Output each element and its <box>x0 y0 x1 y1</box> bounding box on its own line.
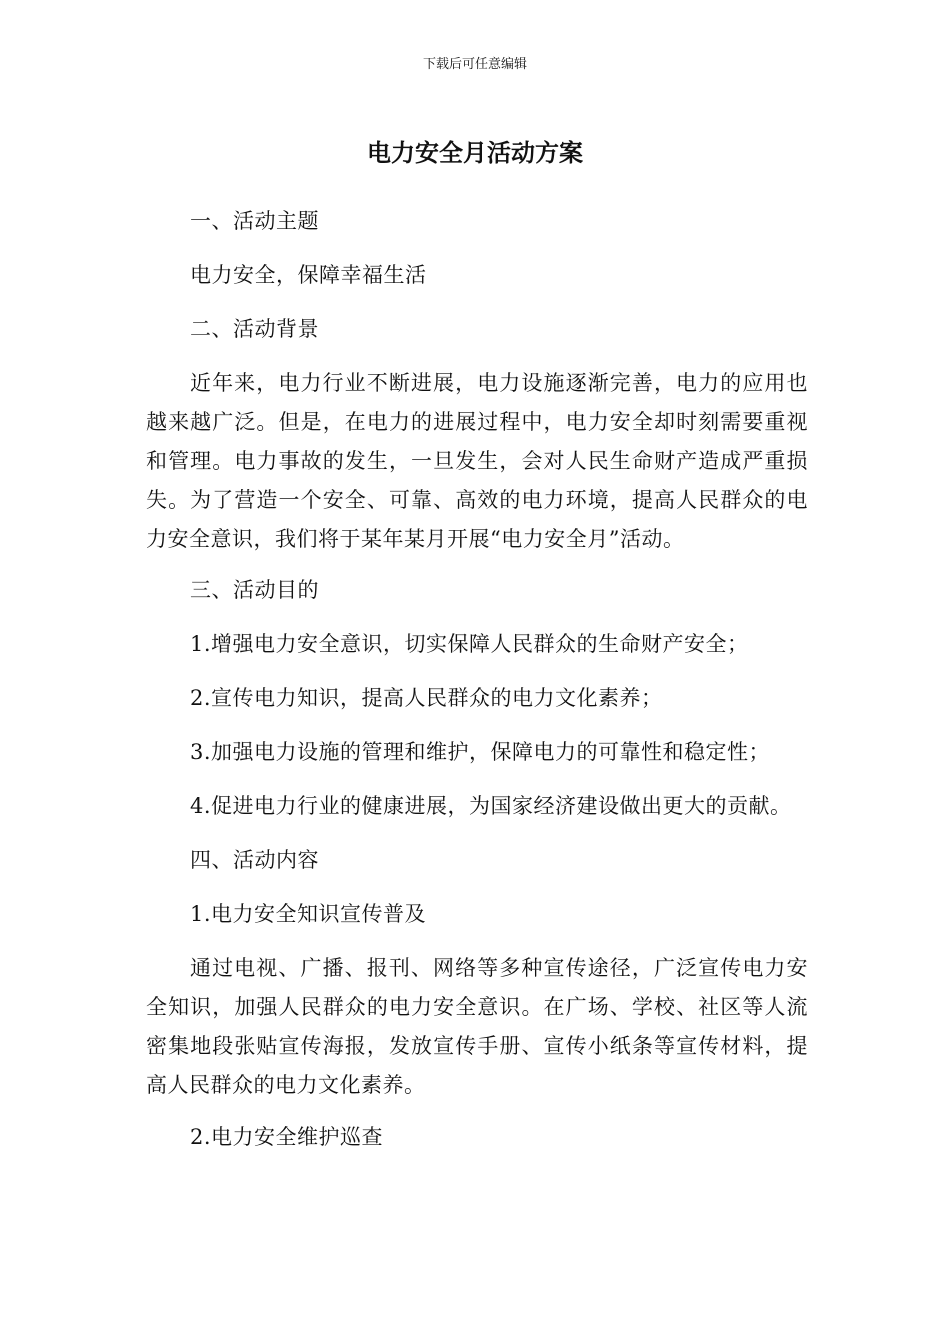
section4-sub1-paragraph: 通过电视、广播、报刊、网络等多种宣传途径，广泛宣传电力安全知识，加强人民群众的电力安全意识。在广场、学校、社区等人流密集地段张贴宣传海报，发放宣传手册、宣传小纸条等宣传材料，提高人民群众的电力文化素养。 <box>146 956 808 1097</box>
section4-sub2-heading: 2.电力安全维护巡查 <box>190 1125 384 1149</box>
section3-item-1: 1.增强电力安全意识，切实保障人民群众的生命财产安全； <box>190 632 749 656</box>
section4-sub1-heading: 1.电力安全知识宣传普及 <box>190 902 427 926</box>
section1-text: 电力安全，保障幸福生活 <box>190 263 427 287</box>
section2-heading: 二、活动背景 <box>190 317 319 341</box>
header-note: 下载后可任意编辑 <box>422 57 527 72</box>
section2-paragraph: 近年来，电力行业不断进展，电力设施逐渐完善，电力的应用也越来越广泛。但是，在电力的进展过程中，电力安全却时刻需要重视和管理。电力事故的发生，一旦发生，会对人民生命财产造成严重损失。为了营造一个安全、可靠、高效的电力环境，提高人民群众的电力安全意识，我们将于某年某月开展“电力安全月”活动。 <box>146 371 808 551</box>
section3-heading: 三、活动目的 <box>190 578 319 602</box>
document-title: 电力安全月活动方案 <box>367 139 583 167</box>
section3-item-3: 3.加强电力设施的管理和维护，保障电力的可靠性和稳定性； <box>190 740 771 764</box>
section1-heading: 一、活动主题 <box>190 209 319 233</box>
section4-heading: 四、活动内容 <box>190 848 319 872</box>
section3-item-2: 2.宣传电力知识，提高人民群众的电力文化素养； <box>190 686 663 710</box>
section3-item-4: 4.促进电力行业的健康进展，为国家经济建设做出更大的贡献。 <box>190 794 792 818</box>
